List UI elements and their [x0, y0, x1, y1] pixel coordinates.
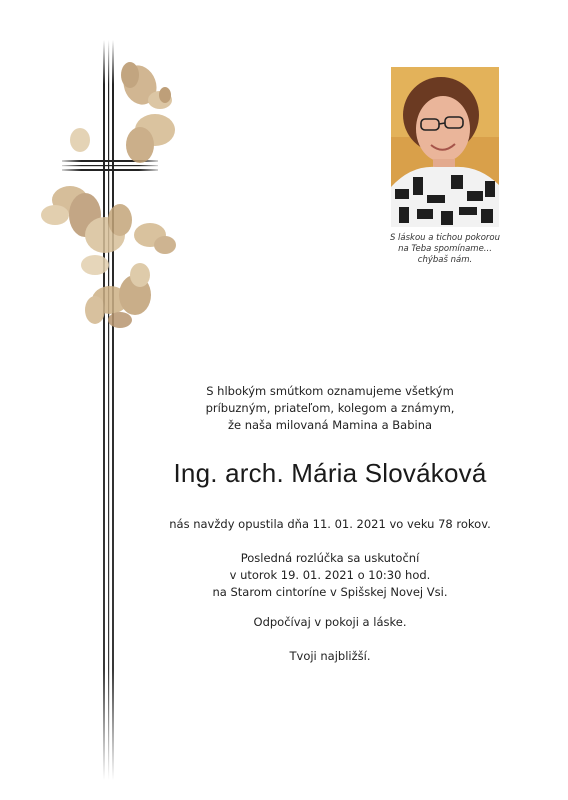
portrait-photo [391, 67, 499, 227]
funeral-line: v utorok 19. 01. 2021 o 10:30 hod. [229, 568, 431, 582]
funeral-line: Posledná rozlúčka sa uskutoční [240, 551, 420, 565]
funeral-info [150, 550, 510, 601]
funeral-line: na Starom cintoríne v Spišskej Novej Vsi. [212, 585, 448, 599]
caption-line: chýbaš nám. [417, 255, 473, 265]
deceased-name: Ing. arch. Mária Slováková [173, 458, 487, 488]
intro-line: príbuzným, priateľom, kolegom a známym, [205, 401, 455, 415]
signature-line: Tvoji najbližší. [289, 649, 371, 663]
intro-line: že naša milovaná Mamina a Babina [227, 418, 433, 432]
photo-caption [370, 233, 520, 266]
announcement-intro [150, 383, 510, 434]
signature [150, 648, 510, 665]
death-line: nás navždy opustila dňa 11. 01. 2021 vo veku 78 rokov. [169, 517, 491, 531]
caption-line: na Teba spomíname... [398, 244, 492, 254]
rest-in-peace [150, 614, 510, 631]
intro-line: S hlbokým smútkom oznamujeme všetkým [206, 384, 454, 398]
rest-line: Odpočívaj v pokoji a láske. [253, 615, 407, 629]
death-notice [150, 516, 510, 533]
caption-line: S láskou a tichou pokorou [389, 233, 501, 243]
